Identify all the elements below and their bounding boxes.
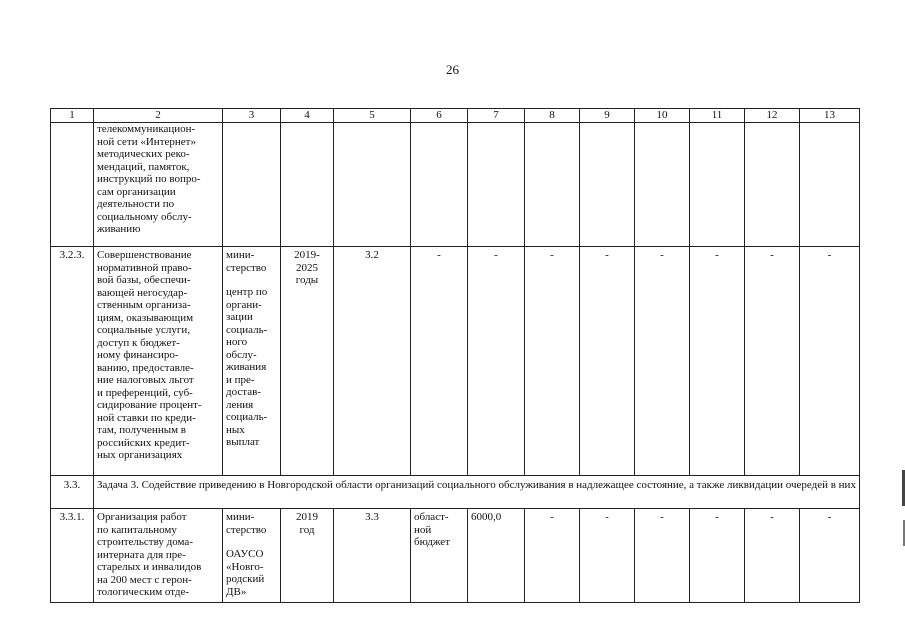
table-row [51,509,860,603]
row-executor: мини- стерство [226,511,267,536]
row-target [334,123,411,247]
row-value: - [800,509,860,603]
row-value [525,123,580,247]
row-co-executor: центр по органи- зации социаль- ного обслу- живания и пре- достав- ления социаль- ных выплат [226,286,268,448]
row-value: - [745,247,800,476]
row-amount: - [468,247,525,476]
row-value [580,123,635,247]
row-co-executor: ОАУСО «Новго- родский ДВ» [226,548,265,598]
row-source [411,123,468,247]
row-value: - [635,509,690,603]
column-header: 7 [468,109,525,123]
row-description: Организация работ по капитальному строительству дома- интерната для пре- старелых и инвалидов на 200 мест с герон- тологическим отде- [97,511,202,598]
row-target: 3.3 [334,509,411,603]
row-value: - [690,247,745,476]
column-header: 9 [580,109,635,123]
column-header: 3 [223,109,281,123]
column-header: 13 [800,109,860,123]
column-header: 4 [281,109,334,123]
row-id [51,123,94,247]
row-amount [468,123,525,247]
column-header: 5 [334,109,411,123]
row-target: 3.2 [334,247,411,476]
row-value: - [525,509,580,603]
task-id: 3.3. [51,476,94,509]
column-header: 1 [51,109,94,123]
column-header: 11 [690,109,745,123]
column-header: 6 [411,109,468,123]
program-table [50,108,860,603]
row-value [745,123,800,247]
task-text: Задача 3. Содействие приведению в Новгородской области организаций социального обслуживания в надлежащее состояние, а также ликвидации очередей в них [94,476,860,509]
row-period: 2019- 2025 годы [294,249,320,286]
row-description: телекоммуникацион- ной сети «Интернет» методических реко- мендаций, памяток, инструкций по вопро- сам организации деятельности по социальному обслу- живанию [97,123,201,235]
row-source: област- ной бюджет [414,511,450,548]
row-value: - [580,509,635,603]
row-value [800,123,860,247]
row-amount: 6000,0 [468,509,525,603]
row-value [635,123,690,247]
column-header: 2 [94,109,223,123]
row-value [690,123,745,247]
row-executor: мини- стерство [226,249,267,274]
table-row [51,247,860,476]
row-value: - [690,509,745,603]
row-value: - [580,247,635,476]
column-header: 12 [745,109,800,123]
row-value: - [525,247,580,476]
row-period: 2019 год [296,511,318,536]
task-row [51,476,860,509]
row-value: - [800,247,860,476]
row-description: Совершенствование нормативной право- вой базы, обеспечи- вающей негосудар- ственным организа- циям, оказывающим социальные услуги, доступ к бюджет- ному финансиро- ванию, предоставле- ние налоговых льгот и преференций, суб- сидирование процент- ной ставки по креди- там, полученным в российских кредит- ных организациях [97,249,202,461]
column-header: 10 [635,109,690,123]
row-id: 3.3.1. [51,509,94,603]
column-header: 8 [525,109,580,123]
row-source: - [411,247,468,476]
table-row [51,123,860,247]
row-value: - [745,509,800,603]
row-value: - [635,247,690,476]
header-row [51,109,860,123]
page-number: 26 [446,62,459,77]
row-id: 3.2.3. [51,247,94,476]
